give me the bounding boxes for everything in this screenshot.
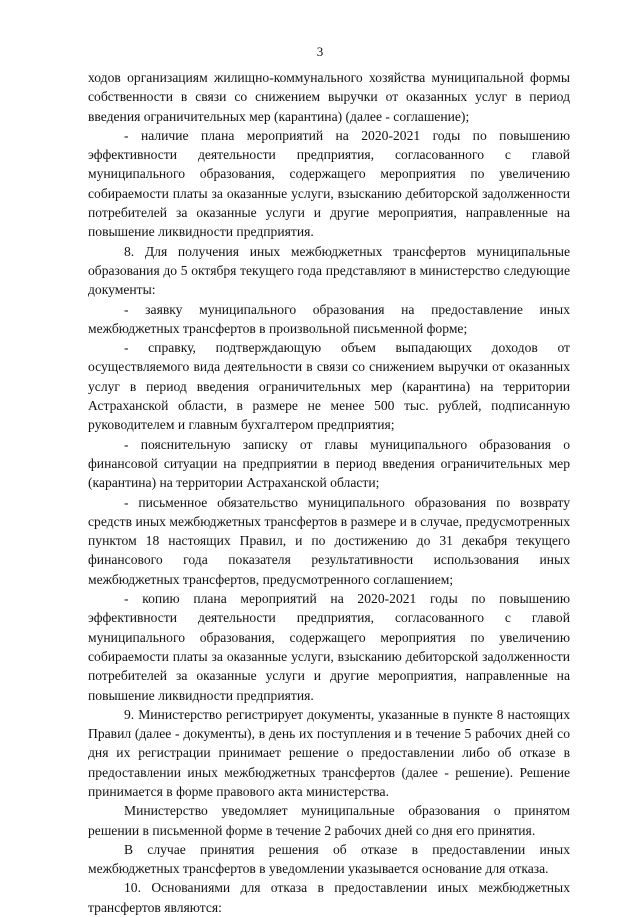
paragraph: - копию плана мероприятий на 2020-2021 годы по повышению эффективности деятельности предприятия, согласованного с главой муниципального образования, содержащего мероприятия по увеличению собираемости платы за оказанные услуги, взысканию дебиторской задолженности потребителей за оказанные услуги и другие мероприятия, направленные на повышение ликвидности предприятия. <box>88 591 570 703</box>
document-body <box>88 68 570 917</box>
paragraph: Министерство уведомляет муниципальные образования о принятом решении в письменной форме в течение 2 рабочих дней со дня его принятия. <box>88 803 570 838</box>
paragraph: 10. Основаниями для отказа в предоставлении иных межбюджетных трансфертов являются: <box>88 880 570 915</box>
paragraph: - письменное обязательство муниципального образования по возврату средств иных межбюджетных трансфертов в размере и в случае, предусмотренных пунктом 18 настоящих Правил, и по достижению до 31 декабря текущего финансового года показателя результативности использования иных межбюджетных трансфертов, предусмотренного соглашением; <box>88 494 570 587</box>
paragraph: 8. Для получения иных межбюджетных трансфертов муниципальные образования до 5 октября текущего года представляют в министерство следующие документы: <box>88 243 570 298</box>
paragraph-continuation: ходов организациям жилищно-коммунального хозяйства муниципальной формы собственности в связи со снижением выручки от оказанных услуг в период введения ограничительных мер (карантина) (далее - соглашение); <box>88 70 570 124</box>
paragraph: 9. Министерство регистрирует документы, указанные в пункте 8 настоящих Правил (далее - документы), в день их поступления и в течение 5 рабочих дней со дня их регистрации принимает решение о предоставлении либо об отказе в предоставлении иных межбюджетных трансфертов (далее - решение). Решение принимается в форме правового акта министерства. <box>88 706 570 799</box>
paragraph: - наличие плана мероприятий на 2020-2021 годы по повышению эффективности деятельности предприятия, согласованного с главой муниципального образования, содержащего мероприятия по увеличению собираемости платы за оказанные услуги, взысканию дебиторской задолженности потребителей за оказанные услуги и другие мероприятия, направленные на повышение ликвидности предприятия. <box>88 127 570 240</box>
paragraph: - пояснительную записку от главы муниципального образования о финансовой ситуации на предприятии в период введения ограничительных мер (карантина) на территории Астраханской области; <box>88 436 570 491</box>
paragraph: - заявку муниципального образования на предоставление иных межбюджетных трансфертов в произвольной письменной форме; <box>88 301 570 336</box>
page-number: 3 <box>316 44 324 59</box>
paragraph: - справку, подтверждающую объем выпадающих доходов от осуществляемого вида деятельности в связи со снижением выручки от оказанных услуг в период введения ограничительных мер (карантина) на территории Астраханской области, в размере не менее 500 тыс. рублей, подписанную руководителем и главным бухгалтером предприятия; <box>88 340 570 433</box>
paragraph: В случае принятия решения об отказе в предоставлении иных межбюджетных трансфертов в уведомлении указывается основание для отказа. <box>88 841 570 877</box>
